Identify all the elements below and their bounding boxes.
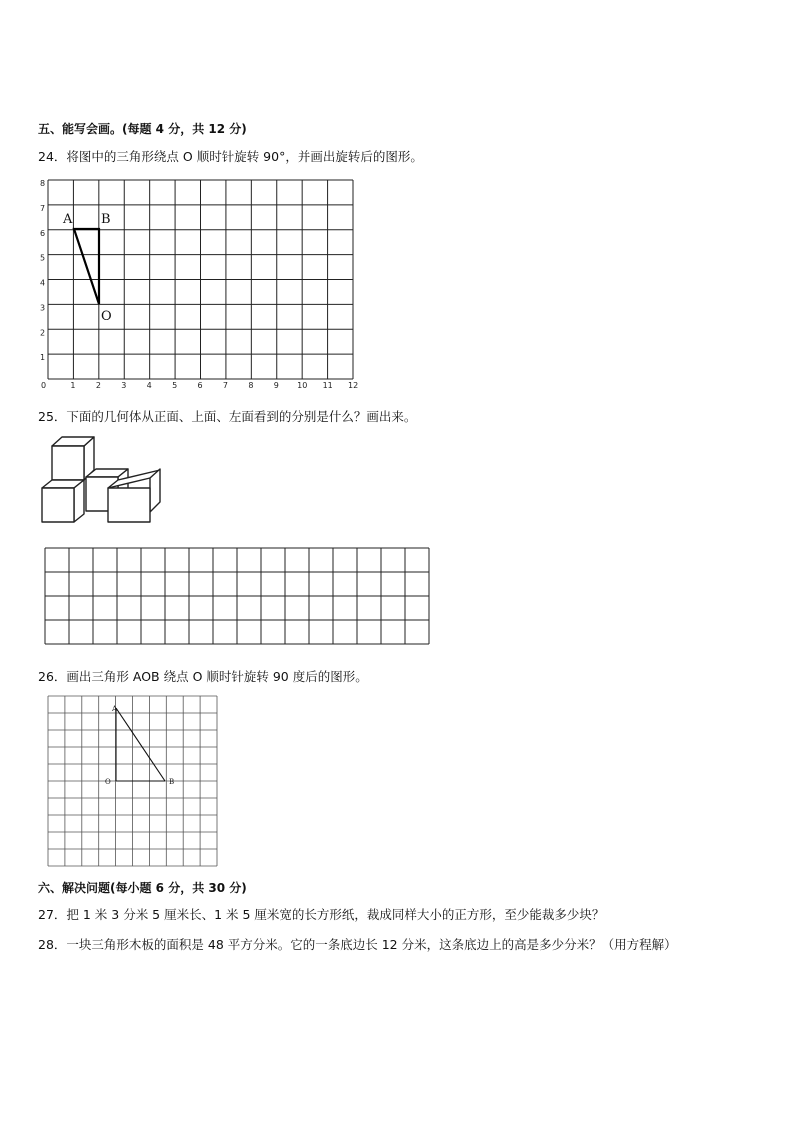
- q26-label-a: A: [112, 705, 118, 713]
- q24-x-tick-label: 8: [248, 381, 254, 390]
- q24-y-tick-label: 6: [40, 228, 46, 238]
- q24-x-tick-label: 11: [322, 381, 333, 390]
- q24-x-tick-label: 2: [95, 381, 101, 390]
- q24-x-tick-label: 4: [146, 381, 152, 390]
- question-26-text: 26．画出三角形 AOB 绕点 O 顺时针旋转 90 度后的图形。: [38, 669, 368, 684]
- q24-y-tick-label: 3: [40, 303, 46, 313]
- q24-y-tick-label: 2: [40, 328, 46, 338]
- q26-label-b: B: [169, 778, 175, 786]
- section-5-heading: 五、能写会画。(每题 4 分，共 12 分): [38, 122, 247, 136]
- question-27-text: 27．把 1 米 3 分米 5 厘米长、1 米 5 厘米宽的长方形纸，裁成同样大小的正方形，至少能裁多少块？: [38, 907, 605, 922]
- q24-y-tick-label: 4: [40, 278, 46, 288]
- q24-x-tick-label: 5: [172, 381, 178, 390]
- question-24-text: 24．将图中的三角形绕点 O 顺时针旋转 90°，并画出旋转后的图形。: [38, 149, 423, 164]
- q24-y-tick-label: 5: [40, 253, 46, 263]
- q24-x-tick-label: 0: [41, 381, 47, 390]
- q24-label-b: B: [101, 212, 111, 227]
- q24-x-tick-label: 12: [348, 381, 359, 390]
- q24-label-o: O: [101, 309, 112, 324]
- q24-x-tick-label: 9: [273, 381, 279, 390]
- q26-triangle-aob: [116, 708, 165, 781]
- q24-x-tick-label: 1: [70, 381, 76, 390]
- question-25-text: 25．下面的几何体从正面、上面、左面看到的分别是什么？画出来。: [38, 409, 417, 424]
- q24-x-tick-label: 7: [222, 381, 229, 390]
- q24-x-tick-label: 6: [197, 381, 203, 390]
- q24-x-tick-label: 10: [297, 381, 308, 390]
- section-6-heading: 六、解决问题(每小题 6 分，共 30 分): [38, 881, 247, 895]
- q24-y-tick-label: 1: [40, 353, 46, 363]
- q24-label-a: A: [63, 212, 73, 227]
- q26-label-o: O: [105, 778, 111, 786]
- q24-y-tick-label: 8: [40, 179, 46, 188]
- question-28-text: 28．一块三角形木板的面积是 48 平方分米。它的一条底边长 12 分米，这条底边上的高是多少分米？（用方程解）: [38, 937, 677, 952]
- q24-x-tick-label: 3: [121, 381, 127, 390]
- q24-y-tick-label: 7: [40, 203, 46, 213]
